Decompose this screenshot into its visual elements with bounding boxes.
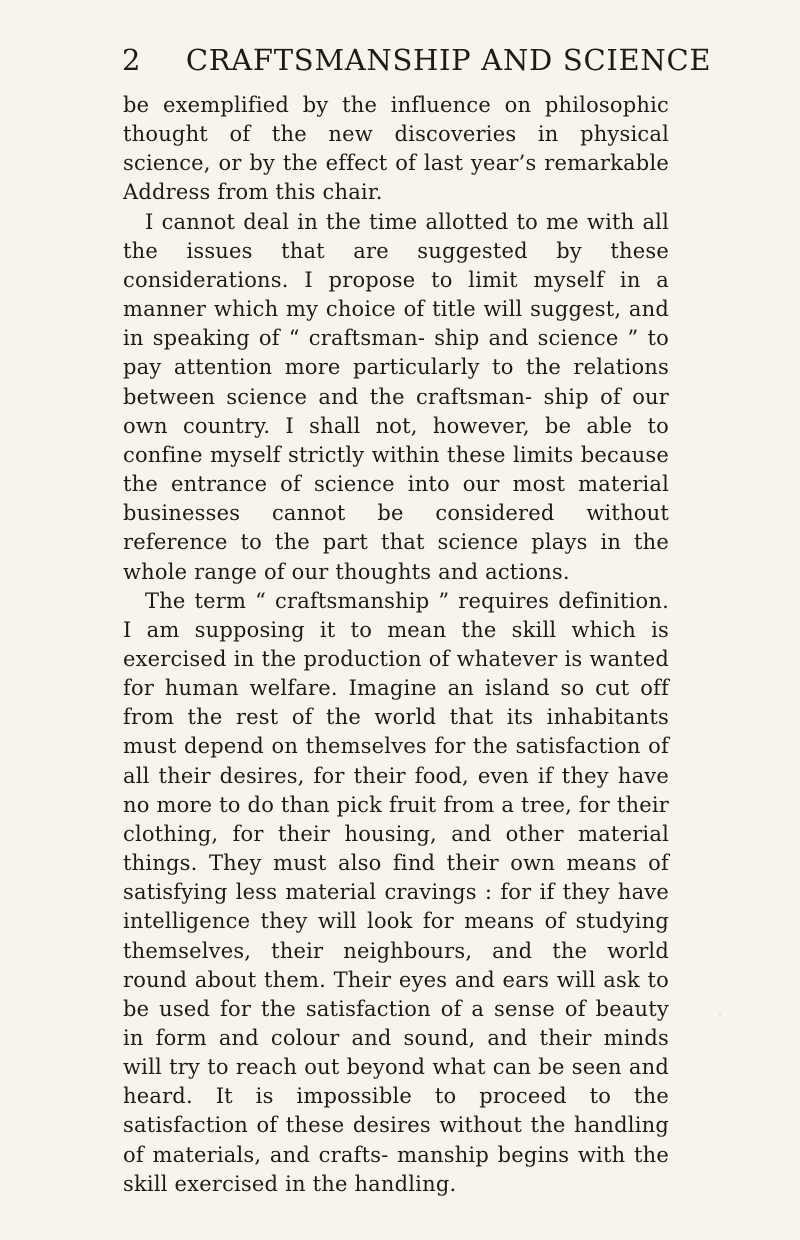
paper-speck	[650, 250, 652, 252]
body-text	[123, 91, 669, 1199]
paper-speck	[558, 716, 560, 718]
running-head	[122, 40, 712, 80]
paper-speck	[719, 1013, 721, 1015]
page-number: 2	[122, 43, 141, 77]
running-title: CRAFTSMANSHIP AND SCIENCE	[185, 43, 712, 77]
paragraph-3: The term “ craftsmanship ” requires definition. I am supposing it to mean the skill which is exercised in the production of whatever is wanted for human welfare. Imagine an island so cut off from the rest of the world that its inhabitants must depend on themselves for the satisfaction of all their desires, for their food, even if they have no more to do than pick fruit from a tree, for their clothing, for their housing, and other material things. They must also find their own means of satisfying less material cravings : for if they have intelligence they will look for means of studying themselves, their neighbours, and the world round about them. Their eyes and ears will ask to be used for the satisfaction of a sense of beauty in form and colour and sound, and their minds will try to reach out beyond what can be seen and heard. It is impossible to proceed to the satisfaction of these desires without the handling of materials, and crafts- manship begins with the skill exercised in the handling.	[123, 588, 669, 1196]
paragraph-1: be exemplified by the influence on philosophic thought of the new discoveries in physical science, or by the effect of last year’s remarkable Address from this chair.	[123, 93, 669, 205]
paragraph-2: I cannot deal in the time allotted to me with all the issues that are suggested by these considerations. I propose to limit myself in a manner which my choice of title will suggest, and in speaking of “ craftsman- ship and science ” to pay attention more particularly to the relations between science and the craftsman- ship of our own country. I shall not, however, be able to confine myself strictly within these limits because the entrance of science into our most material businesses cannot be considered without reference to the part that science plays in the whole range of our thoughts and actions.	[123, 209, 669, 584]
